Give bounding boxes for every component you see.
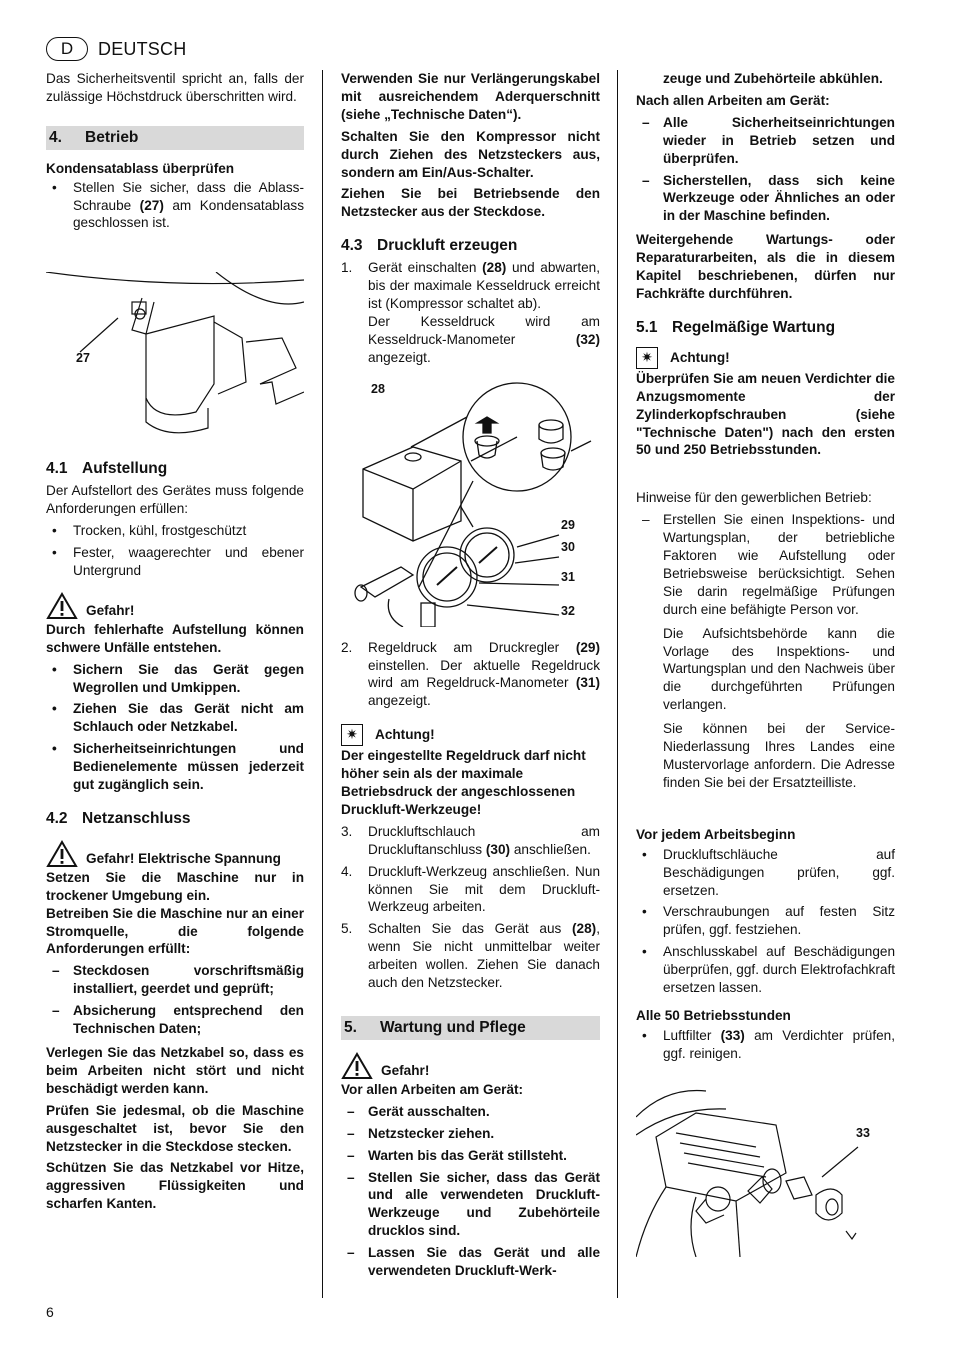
paragraph: Verwenden Sie nur Verlängerungskabel mit ausreichendem Aderquerschnitt (siehe „Technische Daten“). bbox=[341, 71, 600, 122]
callout-32: 32 bbox=[561, 603, 575, 618]
list-item: • Druckluftschläuche auf Beschädigungen prüfen, ggf. ersetzen. bbox=[636, 846, 895, 900]
list-item: 5. Schalten Sie das Gerät aus (28), wenn Sie nicht unmittelbar weiter arbeiten wollen. Ziehen Sie danach auch den Netzstecker. bbox=[341, 921, 600, 991]
danger-heading bbox=[341, 1052, 600, 1080]
subsection-title: Druckluft erzeugen bbox=[377, 237, 518, 255]
danger-text: Betreiben Sie die Maschine nur an einer Stromquelle, die folgende Anforderungen erfüllt: bbox=[46, 905, 304, 957]
danger-text: Vor allen Arbeiten am Gerät: bbox=[341, 1081, 524, 1097]
column-3 bbox=[636, 70, 895, 1269]
figure-condensate-drain bbox=[46, 272, 304, 444]
attention-label: Achtung! bbox=[375, 727, 435, 743]
bullet-list bbox=[636, 846, 895, 997]
bullet-list bbox=[46, 522, 304, 580]
dash-list bbox=[341, 1103, 600, 1280]
column-1 bbox=[46, 70, 304, 1217]
danger-text: Prüfen Sie jedesmal, ob die Maschine ausgeschaltet ist, bevor Sie den Netzstecker in die Steckdose stecken. bbox=[46, 1102, 304, 1154]
column-2 bbox=[341, 70, 600, 1286]
paragraph: Weitergehende Wartungs- oder Reparaturarbeiten, als die in diesem Kapitel beschriebenen, dürfen nur Fachkräfte durchführen. bbox=[636, 232, 895, 301]
warning-triangle-icon bbox=[46, 592, 78, 620]
column-divider bbox=[322, 70, 323, 1298]
attention-label: Achtung! bbox=[670, 349, 730, 365]
list-item: • Ziehen Sie das Gerät nicht am Schlauch oder Netzkabel. bbox=[46, 700, 304, 736]
subsection-number: 4.3 bbox=[341, 237, 363, 255]
language-name: DEUTSCH bbox=[98, 38, 187, 59]
list-item: – Gerät ausschalten. bbox=[341, 1103, 600, 1121]
subsection-heading bbox=[46, 460, 304, 478]
section-heading bbox=[46, 126, 304, 150]
list-item: – Netzstecker ziehen. bbox=[341, 1125, 600, 1143]
list-item: – Lassen Sie das Gerät und alle verwendeten Druckluft-Werk- bbox=[341, 1244, 600, 1280]
list-item: – Sicherstellen, dass sich keine Werkzeuge oder Ähnliches an oder in der Maschine befinden. bbox=[636, 172, 895, 226]
danger-text: Schützen Sie das Netzkabel vor Hitze, aggressiven Flüssigkeiten und scharfen Kanten. bbox=[46, 1160, 304, 1212]
figure-pressure-controls bbox=[341, 377, 600, 627]
list-item: 4. Druckluft-Werkzeug anschließen. Nun können Sie mit dem Druckluft-Werkzeug arbeiten. bbox=[341, 863, 600, 915]
subsection-title: Regelmäßige Wartung bbox=[672, 318, 836, 336]
subheading: Alle 50 Betriebsstunden bbox=[636, 1007, 791, 1023]
numbered-list bbox=[341, 823, 600, 992]
page-header bbox=[46, 36, 186, 62]
list-item: • Trocken, kühl, frostgeschützt bbox=[46, 522, 304, 540]
section-number: 5. bbox=[344, 1019, 357, 1036]
figure-air-filter bbox=[636, 1077, 895, 1257]
list-item: • Luftfilter (33) am Verdichter prüfen, ggf. reinigen. bbox=[636, 1027, 895, 1063]
list-item: – Erstellen Sie einen Inspektions- und Wartungsplan, der betriebliche Faktoren wie Aufstellung oder Betriebsweise berücksichtigt. Sehen Sie darin regelmäßige Prüfungen durch eine befähigte Person vor. Die Aufsichtsbehörde kann die Vorlage des Inspektions- und Wartungsplan und den Nachweis über die durchgeführten Prüfungen verlangen. Sie können bei der Service-Niederlassung Ihres Landes eine Mustervorlage anfordern. Die Adresse finden Sie bei der Ersatzteilliste. bbox=[636, 511, 895, 792]
danger-text: Durch fehlerhafte Aufstellung können schwere Unfälle entstehen. bbox=[46, 621, 304, 655]
callout-33: 33 bbox=[856, 1125, 870, 1140]
danger-heading bbox=[46, 592, 304, 620]
subheading: Vor jedem Arbeitsbeginn bbox=[636, 826, 796, 842]
callout-29: 29 bbox=[561, 517, 575, 532]
list-item: – Alle Sicherheitseinrichtungen wieder in Betrieb setzen und überprüfen. bbox=[636, 114, 895, 168]
column-divider bbox=[617, 70, 618, 1298]
list-item: • Stellen Sie sicher, dass die Ablass-Schraube (27) am Kondensatablass geschlossen ist. bbox=[46, 179, 304, 233]
paragraph: Schalten Sie den Kompressor nicht durch Ziehen des Netzsteckers aus, sondern am Ein/Aus-Schalter. bbox=[341, 128, 600, 180]
numbered-list bbox=[341, 639, 600, 711]
bullet-list bbox=[636, 1027, 895, 1063]
subsection-title: Aufstellung bbox=[82, 460, 168, 478]
list-item: – Warten bis das Gerät stillsteht. bbox=[341, 1147, 600, 1165]
attention-icon: ✷ bbox=[341, 724, 363, 746]
continued-list-text: zeuge und Zubehörteile abkühlen. bbox=[663, 71, 883, 86]
list-item: 1. Gerät einschalten (28) und abwarten, bis der maximale Kesseldruck erreicht ist (Kompressor schaltet ab). Der Kesseldruck wird am Kesseldruck-Manometer (32) angezeigt. bbox=[341, 260, 601, 365]
paragraph: Hinweise für den gewerblichen Betrieb: bbox=[636, 490, 872, 506]
subsection-number: 5.1 bbox=[636, 318, 658, 336]
pressure-switch-illustration bbox=[341, 377, 600, 627]
warning-triangle-icon bbox=[46, 840, 78, 868]
list-item: • Fester, waagerechter und ebener Untergrund bbox=[46, 544, 304, 580]
subsection-heading bbox=[636, 319, 895, 337]
attention-icon: ✷ bbox=[636, 347, 658, 369]
subsection-heading bbox=[341, 237, 600, 255]
callout-27: 27 bbox=[76, 351, 90, 366]
section-title: Betrieb bbox=[85, 128, 139, 146]
list-item: • Anschlusskabel auf Beschädigungen überprüfen, ggf. durch Elektrofachkraft ersetzen lassen. bbox=[636, 943, 895, 997]
warning-triangle-icon bbox=[341, 1052, 373, 1080]
subsection-number: 4.2 bbox=[46, 809, 68, 827]
bullet-list bbox=[46, 179, 304, 233]
attention-text: Der eingestellte Regeldruck darf nicht höher sein als der maximale Betriebsdruck der angeschlossenen Druckluft-Werkzeuge! bbox=[341, 748, 586, 817]
danger-text: Verlegen Sie das Netzkabel so, dass es beim Arbeiten nicht stört und nicht beschädigt werden kann. bbox=[46, 1045, 304, 1096]
paragraph: Ziehen Sie bei Betriebsende den Netzstecker aus der Steckdose. bbox=[341, 186, 600, 220]
section-title: Wartung und Pflege bbox=[380, 1019, 526, 1036]
list-item: 3. Druckluftschlauch am Druckluftanschluss (30) anschließen. bbox=[341, 823, 600, 857]
list-item: • Sichern Sie das Gerät gegen Wegrollen und Umkippen. bbox=[46, 661, 304, 697]
callout-31: 31 bbox=[561, 569, 575, 584]
list-item: – Stellen Sie sicher, dass das Gerät und alle verwendeten Druckluft-Werkzeuge und Zubehörteile drucklos sind. bbox=[341, 1169, 600, 1241]
callout-28: 28 bbox=[371, 381, 385, 396]
list-item: – Steckdosen vorschriftsmäßig installiert, geerdet und geprüft; bbox=[46, 962, 304, 998]
section-number: 4. bbox=[49, 128, 62, 146]
paragraph: Der Aufstellort des Gerätes muss folgende Anforderungen erfüllen: bbox=[46, 483, 304, 517]
bullet-list bbox=[46, 661, 304, 794]
list-item: • Verschraubungen auf festen Sitz prüfen, ggf. festziehen. bbox=[636, 903, 895, 939]
subsection-heading bbox=[46, 810, 304, 828]
danger-label: Gefahr! bbox=[381, 1063, 430, 1078]
dash-list bbox=[636, 511, 895, 792]
dash-list bbox=[46, 962, 304, 1038]
air-filter-illustration bbox=[636, 1077, 895, 1257]
language-code-badge: D bbox=[46, 37, 88, 61]
page-number: 6 bbox=[46, 1304, 54, 1320]
dash-list bbox=[636, 114, 895, 225]
subheading: Nach allen Arbeiten am Gerät: bbox=[636, 92, 830, 108]
section-heading bbox=[341, 1016, 600, 1040]
attention-text: Überprüfen Sie am neuen Verdichter die Anzugsmomente der Zylinderkopfschrauben (siehe "Technische Daten") nach den ersten 50 und 250 Betriebsstunden. bbox=[636, 370, 895, 458]
callout-30: 30 bbox=[561, 539, 575, 554]
list-item: • Sicherheitseinrichtungen und Bedienelemente müssen jederzeit gut zugänglich sein. bbox=[46, 740, 304, 794]
list-item: – Absicherung entsprechend den Technischen Daten; bbox=[46, 1002, 304, 1038]
subheading: Kondensatablass überprüfen bbox=[46, 160, 235, 176]
subsection-number: 4.1 bbox=[46, 460, 68, 478]
subsection-title: Netzanschluss bbox=[82, 809, 191, 827]
danger-label: Gefahr! Elektrische Spannung bbox=[86, 850, 281, 866]
list-item: 2. Regeldruck am Druckregler (29) einstellen. Der aktuelle Regeldruck wird am Regeldruck-Manometer (31) angezeigt. bbox=[341, 639, 600, 709]
danger-text: Setzen Sie die Maschine nur in trockener Umgebung ein. bbox=[46, 869, 304, 903]
attention-heading bbox=[636, 347, 895, 369]
danger-heading bbox=[46, 840, 304, 868]
intro-text: Das Sicherheitsventil spricht an, falls der zulässige Höchstdruck überschritten wird. bbox=[46, 71, 304, 104]
danger-label: Gefahr! bbox=[86, 602, 135, 618]
numbered-list bbox=[341, 259, 600, 366]
attention-heading bbox=[341, 724, 600, 746]
